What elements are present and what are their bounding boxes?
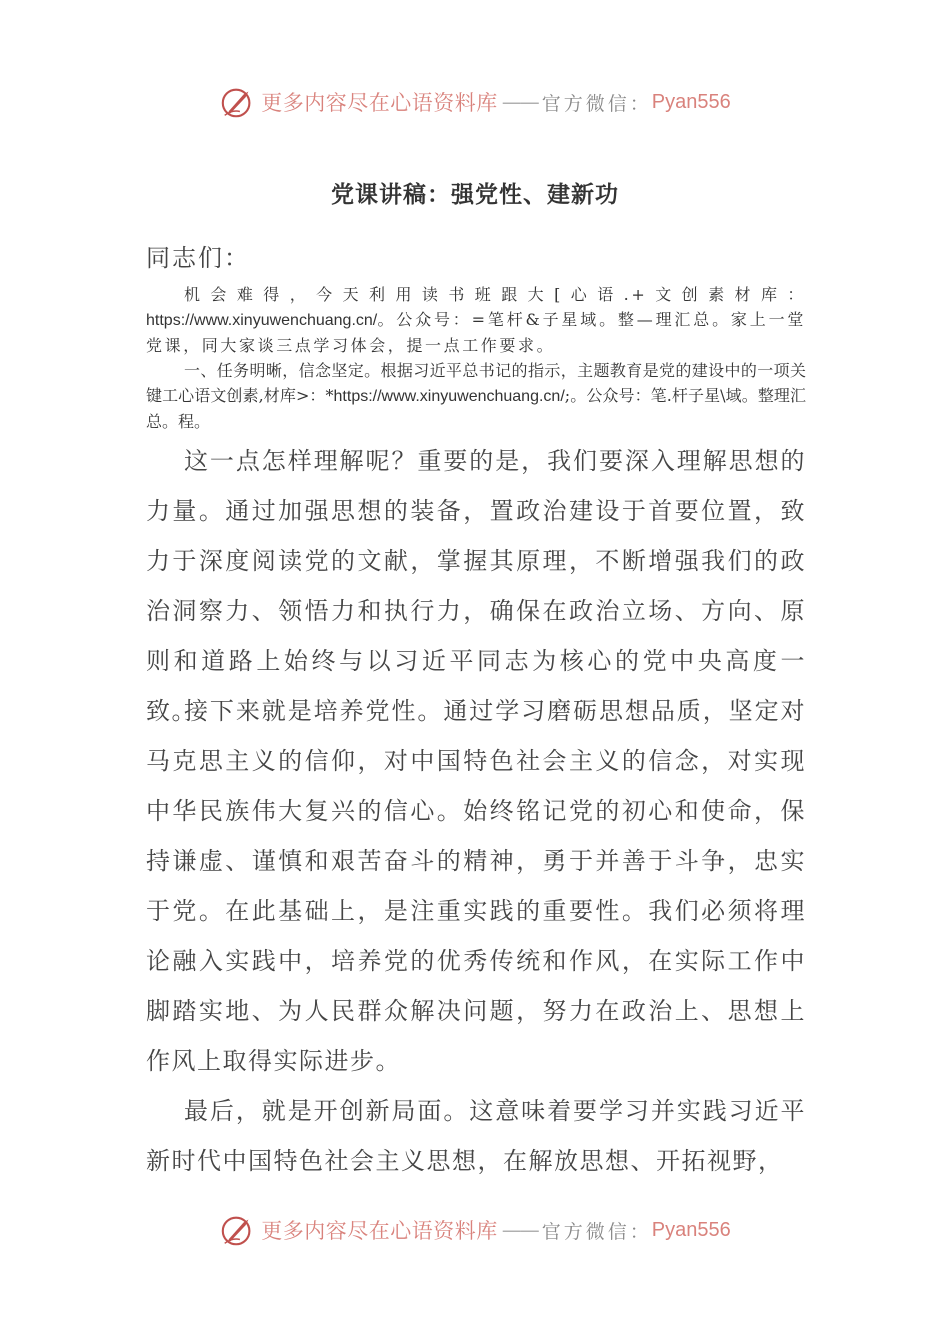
body-paragraph-text: 这一点怎样理解呢？重要的是，我们要深入理解思想的力量。通过加强思想的装备，置政治建设于首要位置，致力于深度阅读党的文献，掌握其原理，不断增强我们的政治洞察力、领悟力和执行力，确保在政治立场、方向、原则和道路上始终与以习近平同志为核心的党中央高度一致。 (146, 447, 806, 725)
banner-separator: —— (501, 90, 538, 114)
banner-wechat-id: Pyan556 (651, 1218, 731, 1241)
greeting: 同志们： (146, 244, 250, 272)
section-one-lead-text: 一、任务明晰，信念坚定。根据习近平总书记的指示，主题教育是党的建设中的一项关键工心语文创素,材库>：* (146, 361, 806, 405)
banner-wechat-label: 官方微信： (541, 1220, 652, 1243)
banner-text: 更多内容尽在心语资料库 (261, 1219, 498, 1243)
intro-tail-text: 。公众号：=笔杆&子星域。整—理汇总。家上一堂党课，同大家谈三点学习体会，提一点工作要求。 (146, 310, 806, 355)
page-title: 党课讲稿：强党性、建新功 (331, 181, 619, 208)
intro-lead-text: 机会难得，今天利用读书班跟大[心语.+文创素材库： (184, 285, 806, 304)
banner-wechat-label: 官方微信： (541, 92, 652, 115)
intro-block (146, 282, 806, 434)
banner-wechat-id: Pyan556 (651, 90, 731, 113)
section-one-tail-text: ;。公众号：笔.杆子星\域。整理汇总。程。 (146, 386, 806, 431)
intro-url: https://www.xinyuwenchuang.cn/ (146, 312, 378, 329)
footer-banner (0, 1210, 950, 1250)
banner-text: 更多内容尽在心语资料库 (261, 91, 498, 115)
section-one-paragraph (146, 358, 806, 434)
body-paragraph-text: 最后，就是开创新局面。这意味着要学习并实践习近平新时代中国特色社会主义思想，在解放思想、开拓视野， (146, 1097, 806, 1175)
pen-logo-icon (219, 1211, 257, 1249)
body-paragraph-3 (146, 1086, 806, 1186)
pen-logo-icon (219, 83, 257, 121)
body-paragraph-2 (146, 686, 806, 1086)
banner-separator: —— (501, 1218, 538, 1242)
section-one-url: https://www.xinyuwenchuang.cn/ (333, 388, 565, 405)
body-paragraph-text: 接下来就是培养党性。通过学习磨砺思想品质，坚定对马克思主义的信仰，对中国特色社会主义的信念，对实现中华民族伟大复兴的信心。始终铭记党的初心和使命，保持谦虚、谨慎和艰苦奋斗的精神，勇于并善于斗争，忠实于党。在此基础上，是注重实践的重要性。我们必须将理论融入实践中，培养党的优秀传统和作风，在实际工作中脚踏实地、为人民群众解决问题，努力在政治上、思想上作风上取得实际进步。 (146, 697, 806, 1075)
intro-paragraph (146, 282, 806, 358)
header-banner (0, 82, 950, 122)
